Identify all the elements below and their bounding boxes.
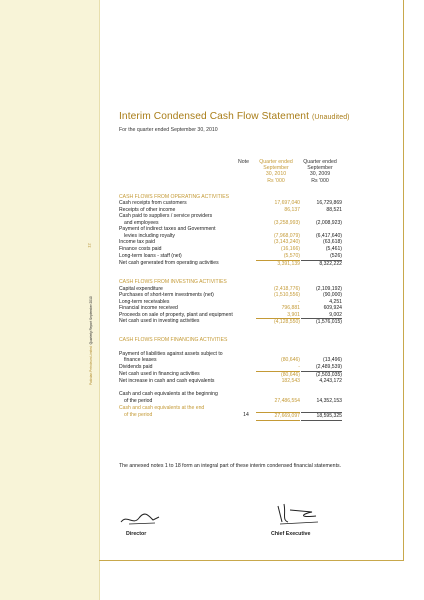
column-header-previous-line: Quarter ended <box>303 159 337 165</box>
row-current-value: 3,901 <box>287 312 300 318</box>
row-current-value: - <box>298 364 300 370</box>
statement-subtitle: For the quarter ended September 30, 2010 <box>119 127 218 133</box>
table-row <box>119 226 341 233</box>
row-label: and employees <box>124 220 159 226</box>
sidebar-caption <box>89 296 93 385</box>
row-current-value: 27,486,554 <box>274 398 300 404</box>
row-label: CASH FLOWS FROM INVESTING ACTIVITIES <box>119 279 227 285</box>
row-label: CASH FLOWS FROM FINANCING ACTIVITIES <box>119 337 228 343</box>
table-row <box>119 246 341 253</box>
table-row <box>119 371 341 378</box>
row-previous-value: (1,576,015) <box>301 318 342 326</box>
row-previous-value: 88,521 <box>326 207 342 213</box>
row-previous-value: 609,924 <box>323 305 342 311</box>
statement-title <box>119 111 350 122</box>
chief-executive-label: Chief Executive <box>271 531 311 537</box>
table-row <box>119 412 341 419</box>
row-previous-value: (90,000) <box>323 292 342 298</box>
row-current-value: (1,510,556) <box>273 292 300 298</box>
section-heading <box>119 337 341 344</box>
row-label: Cash receipts from customers <box>119 200 187 206</box>
row-label: Net cash used in investing activities <box>119 318 200 324</box>
table-row <box>119 213 341 220</box>
row-previous-value: (2,489,539) <box>315 364 342 370</box>
row-previous-value: (526) <box>330 253 342 259</box>
table-row <box>119 398 341 405</box>
column-header-current-line: 30, 2010 <box>265 171 287 178</box>
sidebar-company: Pakistan Petroleum Limited <box>89 346 93 385</box>
row-label: Net cash generated from operating activities <box>119 260 219 266</box>
statement-title-text: Interim Condensed Cash Flow Statement <box>119 111 309 122</box>
row-current-value: 182,543 <box>281 378 300 384</box>
column-header-previous-line: September <box>307 165 333 172</box>
row-current-value: (4,128,550) <box>256 318 300 326</box>
column-header-previous <box>300 159 340 184</box>
row-previous-value: 14,352,153 <box>316 398 342 404</box>
row-label: Dividends paid <box>119 364 153 370</box>
row-current-value: - <box>298 299 300 305</box>
row-previous-value: (2,109,192) <box>315 286 342 292</box>
row-previous-value: 4,251 <box>329 299 342 305</box>
row-label: Capital expenditure <box>119 286 163 292</box>
row-current-value: 796,881 <box>281 305 300 311</box>
table-row <box>119 405 341 412</box>
table-row <box>119 253 341 260</box>
row-previous-value: (13,496) <box>323 357 342 363</box>
row-label: Purchases of short-term investments (net) <box>119 292 214 298</box>
row-current-value: (3,143,240) <box>273 239 300 245</box>
row-current-value: (2,418,776) <box>273 286 300 292</box>
table-row <box>119 318 341 325</box>
row-label: Net increase in cash and cash equivalents <box>119 378 215 384</box>
column-header-current-line: Rs '000 <box>267 177 285 184</box>
row-current-value: (7,968,079) <box>273 233 300 239</box>
row-previous-value: 9,002 <box>329 312 342 318</box>
footnote: The annexed notes 1 to 18 form an integral part of these interim condensed financial statements. <box>119 463 342 469</box>
row-current-value: 17,697,040 <box>274 200 300 206</box>
row-label: finance leases <box>124 357 157 363</box>
row-previous-value: (6,417,640) <box>315 233 342 239</box>
row-label: Financial income received <box>119 305 178 311</box>
row-previous-value: (63,618) <box>323 239 342 245</box>
row-label: Cash and cash equivalents at the beginning <box>119 391 218 397</box>
table-row <box>119 200 341 207</box>
column-header-previous-line: 30, 2009 <box>309 171 331 178</box>
table-row <box>119 239 341 246</box>
table-row <box>119 378 341 385</box>
left-margin-strip <box>0 0 99 600</box>
row-current-value: 86,137 <box>284 207 300 213</box>
row-label: Long-term receivables <box>119 299 170 305</box>
director-label: Director <box>126 531 147 537</box>
row-current-value: (80,646) <box>256 371 300 379</box>
row-current-value: 3,391,139 <box>256 260 300 268</box>
table-row <box>119 260 341 267</box>
sidebar-report: Quarterly Report September 2010 <box>89 296 93 345</box>
row-label: of the period <box>124 398 153 404</box>
table-row <box>119 305 341 312</box>
row-current-value: 27,669,097 <box>256 412 300 421</box>
row-note: 14 <box>243 412 249 418</box>
row-label: Finance costs paid <box>119 246 162 252</box>
row-label: levies including royalty <box>124 233 175 239</box>
table-row <box>119 357 341 364</box>
table-row <box>119 391 341 398</box>
row-previous-value: 18,595,325 <box>301 412 342 421</box>
unaudited-label: (Unaudited) <box>311 114 350 121</box>
row-label: Cash and cash equivalents at the end <box>119 405 205 411</box>
row-previous-value: 16,729,869 <box>316 200 342 206</box>
row-label: Receipts of other income <box>119 207 176 213</box>
row-current-value: (80,646) <box>281 357 300 363</box>
row-current-value: (3,258,993) <box>273 220 300 226</box>
column-header-current-line: Quarter ended <box>259 159 293 165</box>
row-label: Proceeds on sale of property, plant and equipment <box>119 312 233 318</box>
row-label: of the period <box>124 412 153 418</box>
table-row <box>119 364 341 371</box>
column-header-current-line: September <box>263 165 289 172</box>
column-header-current <box>256 159 296 184</box>
table-row <box>119 292 341 299</box>
row-previous-value: (2,503,035) <box>301 371 342 379</box>
page-number: 12 <box>86 243 92 248</box>
row-label: Net cash used in financing activities <box>119 371 200 377</box>
row-previous-value: 4,243,172 <box>319 378 342 384</box>
row-label: Income tax paid <box>119 239 155 245</box>
row-current-value: (5,570) <box>283 253 300 259</box>
row-previous-value: (5,461) <box>325 246 342 252</box>
row-label: Payment of indirect taxes and Government <box>119 226 216 232</box>
row-label: Cash paid to suppliers / service providers <box>119 213 213 219</box>
row-label: CASH FLOWS FROM OPERATING ACTIVITIES <box>119 194 229 200</box>
section-heading <box>119 279 341 286</box>
director-signature <box>119 508 163 528</box>
chief-executive-signature <box>272 500 322 528</box>
column-header-previous-line: Rs '000 <box>311 177 329 184</box>
row-previous-value: (2,008,923) <box>315 220 342 226</box>
row-current-value: (16,166) <box>281 246 300 252</box>
column-header-note: Note <box>238 159 249 165</box>
row-label: Long-term loans - staff (net) <box>119 253 182 259</box>
row-previous-value: 8,322,222 <box>301 260 342 268</box>
row-label: Payment of liabilities against assets subject to <box>119 351 223 357</box>
